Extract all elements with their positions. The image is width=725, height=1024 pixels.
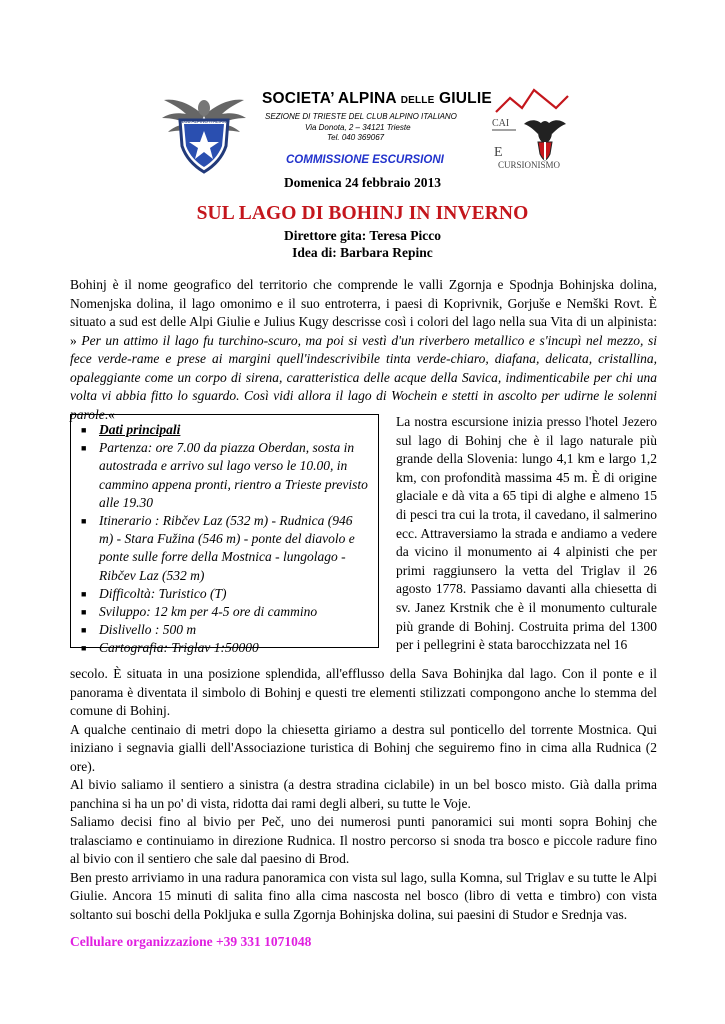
body-paragraph: Saliamo decisi fino al bivio per Peč, uno dei numerosi punti panoramici sui monti sopra Bohinj che tralasciamo e continuiamo in direzione Rudnica. Il nostro percorso si snoda tra bosco e piccole radure fino al bivio con il sentiero che sale dal paesino di Brod. [70, 814, 657, 866]
intro-paragraph: Bohinj è il nome geografico del territorio che comprende le valli Zgornja e Spodnja Bohinjska dolina, Nomenjska dolina, il lago omonimo e il suo entroterra, i paesi di Koprivnik, Gorjuše e Nemški Rovt. È situato a sud est delle Alpi Giulie e Julius Kugy descrisse così i colori del lago nella sua Vita di un alpinista: » Per un attimo il lago fu turchino-scuro, ma poi si vestì d'un riverbero metallico e s'incupì nel mezzo, si fece verde-rame e prese ai margini quell'indescrivibile tinta verde-chiaro, diafana, delicata, cristallina, opaleggiante come un corpo di sirena, caratteristica delle acque della Savica, indimenticabile per chi una volta vi abbia fitto lo sguardo. Così vidi allora il lago di Wochein e stetti in ascolto per udirne le solenni parole.« [70, 277, 658, 422]
body-paragraph: Al bivio saliamo il sentiero a sinistra (a destra stradina ciclabile) in un bel bosco misto. Già dalla prima panchina si ha un po' di vista, ridotta dai rami degli alberi, su tutte le Voje. [70, 777, 657, 811]
detail-item: ■ Partenza: ore 7.00 da piazza Oberdan, sosta in autostrada e arrivo sul lago verso le 10.00, in cammino appena pronti, rientro a Trieste previsto alle 19.30 [81, 440, 368, 510]
address-line: Via Donota, 2 – 34121 Trieste [305, 122, 411, 132]
body-paragraph: Ben presto arriviamo in una radura panoramica con vista sul lago, sulla Komna, sul Triglav e su tutte le Alpi Giulie. Ancora 15 minuti di salita fino alla cima nascosta nel bosco (libro di vetta e timbro) con vista soltanto sui boschi della Pokljuka e sulla Zgornja Bohinjska dolina, sui paesini di Studor e Srednja vas. [70, 869, 657, 922]
section-line: SEZIONE DI TRIESTE DEL CLUB ALPINO ITALIANO [265, 112, 457, 121]
event-date: Domenica 24 febbraio 2013 [283, 175, 442, 190]
trip-director: Direttore gita: Teresa Picco [283, 228, 442, 243]
detail-item: ■ Cartografia: Triglav 1:50000 [81, 640, 259, 656]
escursionismo-logo [486, 84, 578, 176]
society-address-block [265, 112, 457, 144]
event-credits [0, 227, 725, 261]
body-paragraph: A qualche centinaio di metri dopo la chiesetta giriamo a destra sul ponticello del torrente Mostnica. Qui iniziano i segnavia gialli dell'Associazione turistica di Bohinj che seguiremo fino in cima alla Rudnica (2 ore). [70, 721, 657, 774]
route-description-column: La nostra escursione inizia presso l'hotel Jezero sul lago di Bohinj che è il lago naturale più grande della Slovenia: lungo 4,1 km e largo 1,2 km, con profondità massima 45 m. È di origine glaciale e dà vita a 65 tipi di alghe e almeno 15 di pesci tra cui la trota, il cavedano, il salmerino ecc. Attraversiamo la strada e andiamo a vedere da vicino il monumento ai 4 alpinisti che per primi raggiunsero la vetta del Triglav il 26 agosto 1778. Passiamo davanti alla chiesetta di sv. Janez Krstnik che è il monumento culturale più grande di Bohinj. Costruita prima del 1300 per i pellegrini è stata barocchizzata nel 16 [396, 414, 657, 653]
body-continuation: secolo. È situata in una posizione splendida, all'efflusso della Sava Bohinjka dal lago. Con il ponte e il panorama è diventata il simbolo di Bohinj e questi tre elementi stilizzati compongono anche lo stemma del comune di Bohinj. [70, 666, 657, 718]
svg-text:CURSIONISMO: CURSIONISMO [498, 160, 561, 170]
svg-text:CAI: CAI [492, 118, 510, 129]
detail-item: ■ Itinerario : Ribčev Laz (532 m) - Rudnica (946 m) - Stara Fužina (546 m) - ponte del diavolo e ponte sulle forre della Mostnica - lungolago - Ribčev Laz (532 m) [81, 513, 355, 583]
details-heading: ■ Dati principali [81, 422, 181, 437]
commission-title: COMMISSIONE ESCURSIONI [286, 154, 444, 166]
trip-idea: Idea di: Barbara Repinc [292, 245, 433, 260]
society-name: SOCIETA’ ALPINA DELLE GIULIE [262, 90, 492, 107]
svg-text:CLUB ALPINO ITALIANO: CLUB ALPINO ITALIANO [178, 119, 230, 124]
details-list [71, 415, 378, 658]
organizer-phone: Cellulare organizzazione +39 331 1071048 [70, 934, 312, 949]
svg-text:E: E [494, 145, 503, 160]
body-text [70, 665, 657, 924]
phone-line: Tel. 040 369067 [327, 133, 385, 142]
details-box [70, 414, 379, 656]
detail-item: ■ Sviluppo: 12 km per 4-5 ore di cammino [81, 604, 318, 620]
detail-item: ■ Difficoltà: Turistico (T) [81, 585, 227, 601]
cai-eagle-logo [162, 86, 246, 176]
kugy-quote: Per un attimo il lago fu turchino-scuro, ma poi si vestì d'un riverbero metallico e s'incupì nel mezzo, si fece verde-rame e prese ai margini quell'indescrivibile tinta verde-chiaro, diafana, delicata, cristallina, opaleggiante come un corpo di sirena, caratteristica delle acque della Savica, indimenticabile per chi una volta vi abbia fitto lo sguardo. Così vidi allora il lago di Wochein e stetti in ascolto per udirne le solenni parole [70, 332, 658, 422]
detail-item: ■ Dislivello : 500 m [81, 622, 197, 638]
event-title: SUL LAGO DI BOHINJ IN INVERNO [196, 203, 529, 224]
